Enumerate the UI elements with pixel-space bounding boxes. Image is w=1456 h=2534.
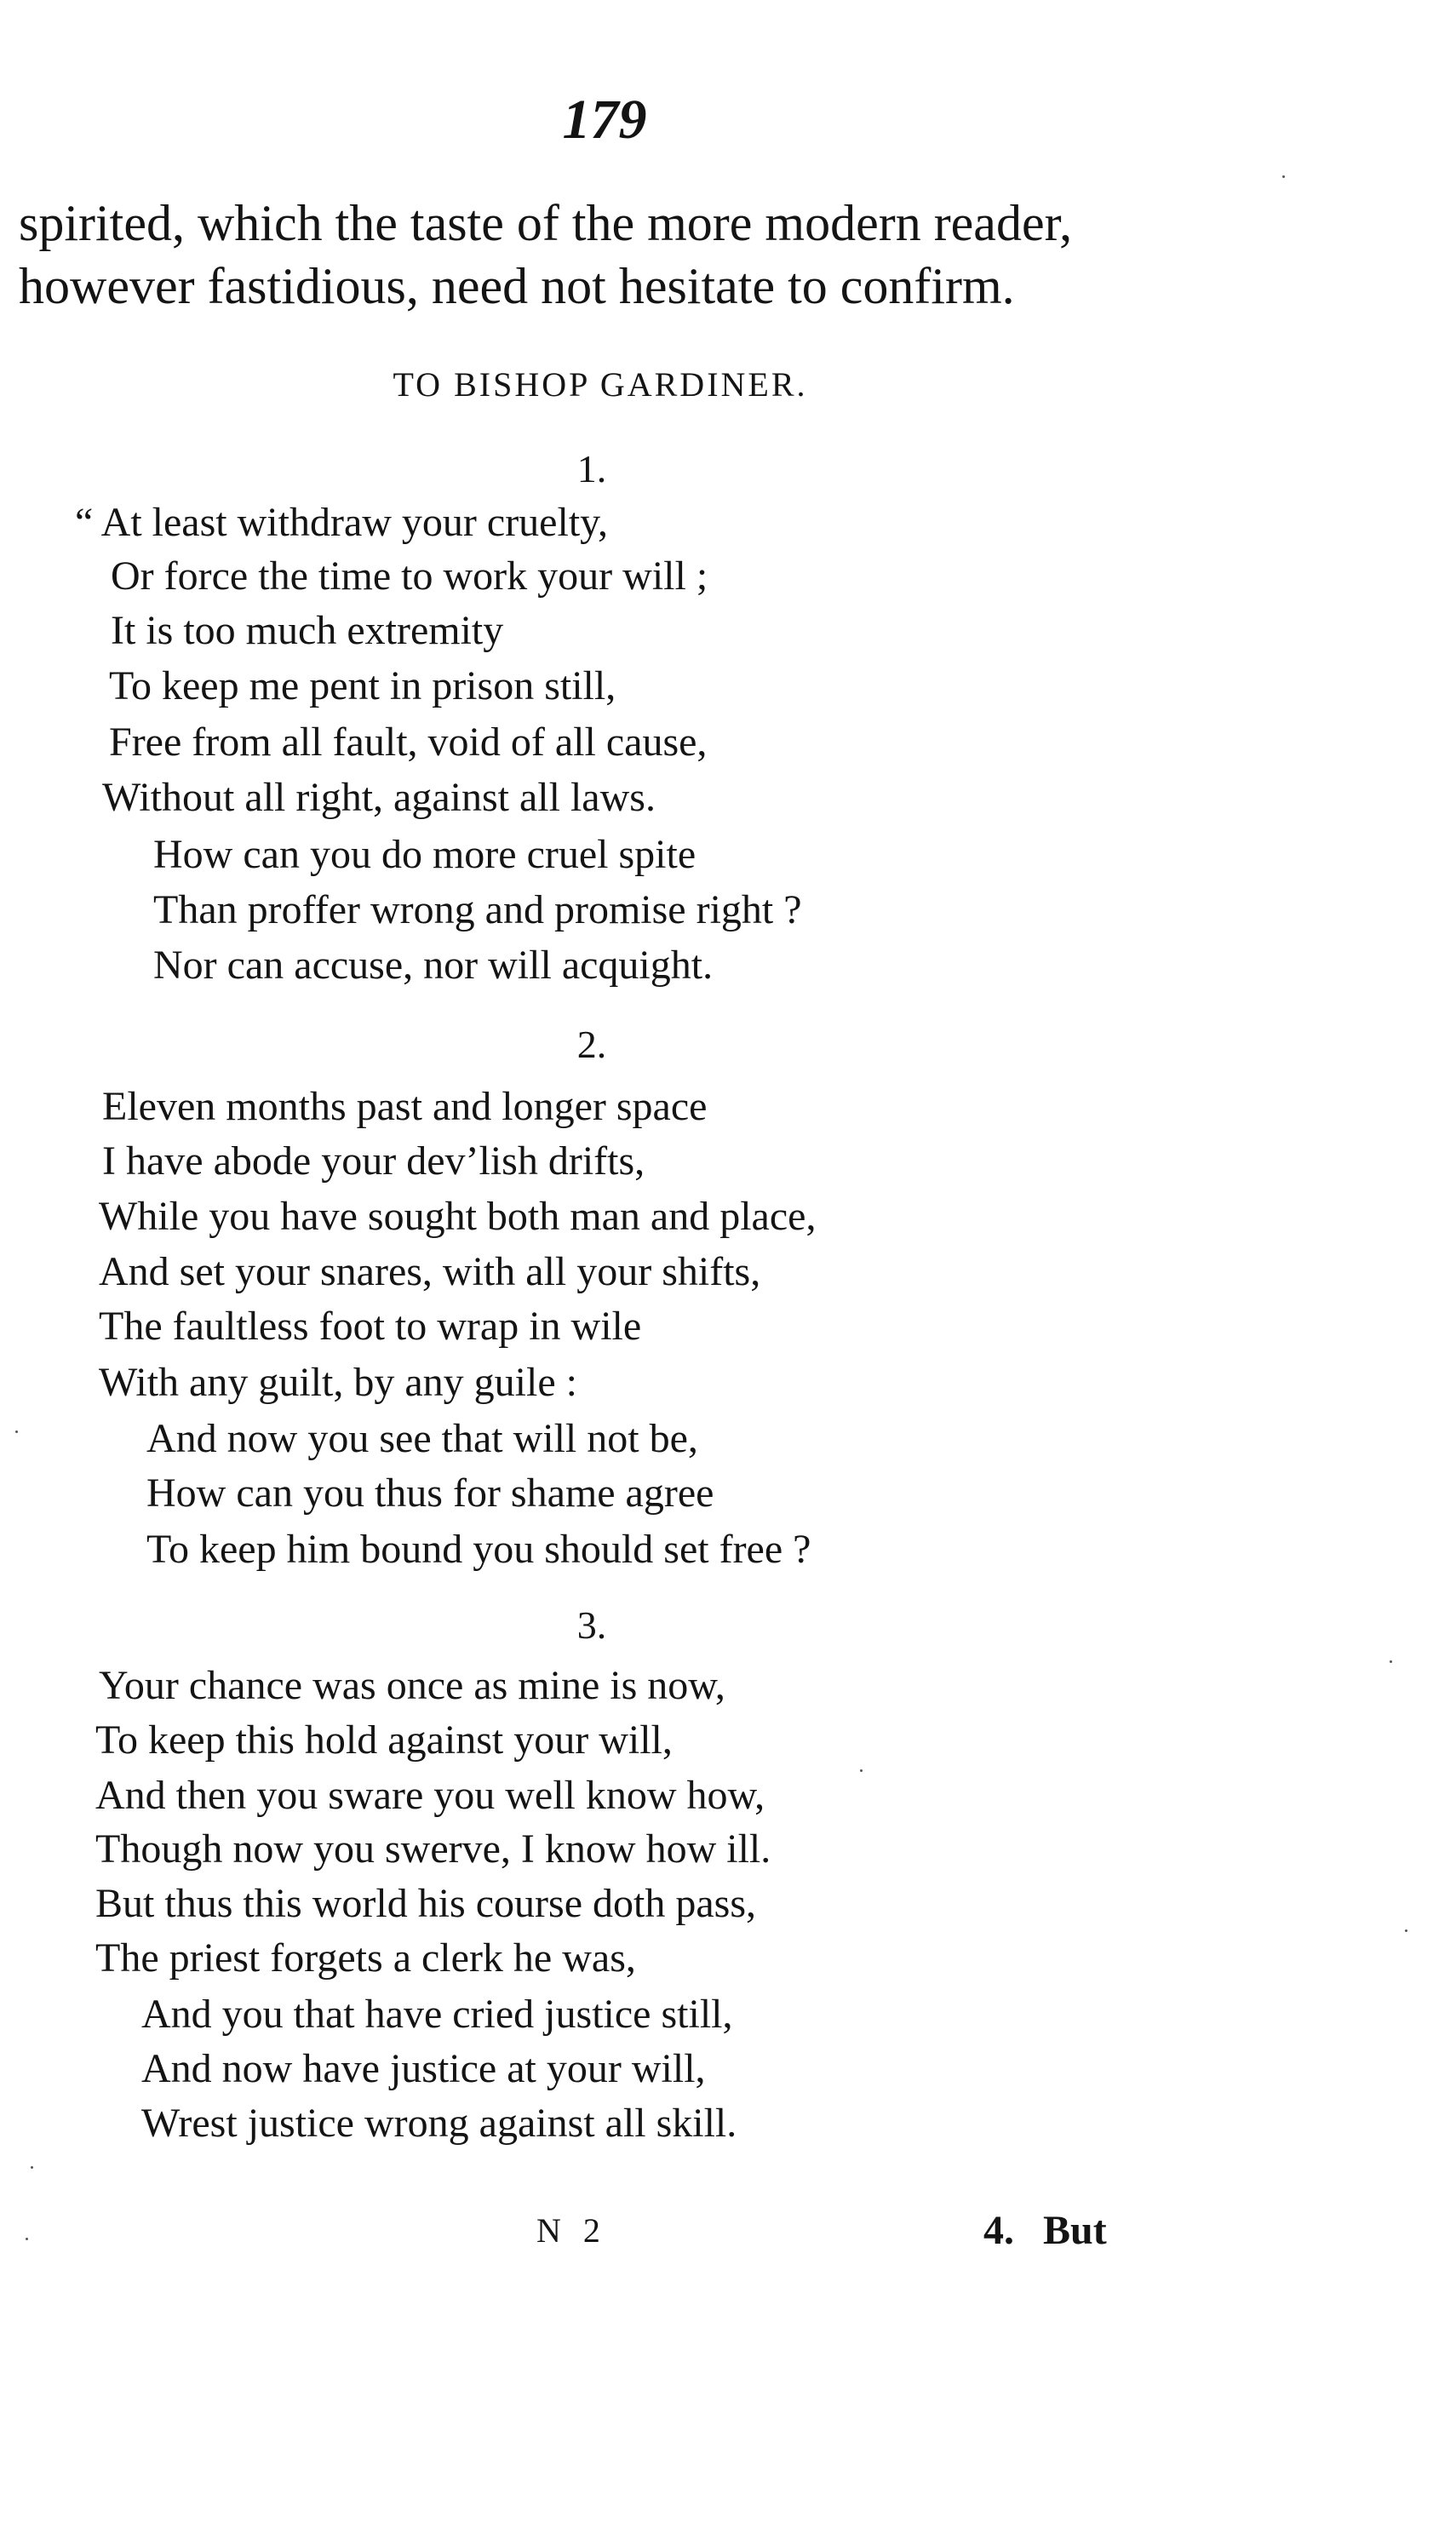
verse-line: It is too much extremity bbox=[111, 608, 504, 653]
ink-speck bbox=[26, 2238, 28, 2240]
signature-mark: N 2 bbox=[536, 2211, 607, 2250]
verse-line: Without all right, against all laws. bbox=[102, 775, 656, 820]
verse-line: Wrest justice wrong against all skill. bbox=[141, 2101, 737, 2146]
verse-line: How can you thus for shame agree bbox=[146, 1471, 714, 1516]
verse-line: Than proffer wrong and promise right ? bbox=[153, 887, 802, 932]
catchword: 4. But bbox=[983, 2208, 1107, 2253]
verse-line: Your chance was once as mine is now, bbox=[99, 1663, 725, 1708]
verse-line: “ At least withdraw your cruelty, bbox=[75, 500, 609, 545]
verse-line: To keep this hold against your will, bbox=[95, 1717, 673, 1763]
verse-line: And you that have cried justice still, bbox=[141, 1992, 733, 2037]
verse-line: Or force the time to work your will ; bbox=[111, 553, 708, 599]
ink-speck bbox=[1405, 1929, 1407, 1932]
page-number: 179 bbox=[562, 89, 647, 151]
verse-line: To keep him bound you should set free ? bbox=[146, 1527, 811, 1572]
verse-line: To keep me pent in prison still, bbox=[109, 663, 616, 708]
ink-speck bbox=[1390, 1660, 1392, 1663]
ink-speck bbox=[860, 1769, 863, 1772]
verse-line: But thus this world his course doth pass, bbox=[95, 1881, 756, 1926]
verse-line: Eleven months past and longer space bbox=[102, 1084, 708, 1129]
verse-line: And set your snares, with all your shifts, bbox=[99, 1249, 761, 1294]
verse-line: The faultless foot to wrap in wile bbox=[99, 1304, 642, 1349]
ink-speck bbox=[1282, 175, 1285, 178]
ink-speck bbox=[15, 1430, 18, 1433]
prose-line-2: however fastidious, need not hesitate to confirm. bbox=[19, 258, 1015, 314]
verse-line: I have abode your dev’lish drifts, bbox=[102, 1138, 645, 1184]
poem-title: TO BISHOP GARDINER. bbox=[393, 365, 808, 404]
verse-line: While you have sought both man and place, bbox=[99, 1194, 817, 1239]
verse-line: And now you see that will not be, bbox=[146, 1416, 698, 1461]
stanza-number-1: 1. bbox=[576, 447, 607, 490]
verse-line: How can you do more cruel spite bbox=[153, 832, 696, 877]
stanza-number-3: 3. bbox=[576, 1603, 607, 1647]
verse-line: And then you sware you well know how, bbox=[95, 1773, 765, 1818]
verse-line: With any guilt, by any guile : bbox=[99, 1360, 577, 1405]
stanza-number-2: 2. bbox=[576, 1023, 607, 1066]
ink-speck bbox=[31, 2166, 33, 2169]
verse-line: Free from all fault, void of all cause, bbox=[109, 719, 708, 765]
prose-line-1: spirited, which the taste of the more modern reader, bbox=[19, 195, 1073, 251]
verse-line: And now have justice at your will, bbox=[141, 2046, 706, 2091]
verse-line: Though now you swerve, I know how ill. bbox=[95, 1826, 771, 1872]
verse-line: Nor can accuse, nor will acquight. bbox=[153, 943, 714, 988]
verse-line: The priest forgets a clerk he was, bbox=[95, 1935, 636, 1981]
